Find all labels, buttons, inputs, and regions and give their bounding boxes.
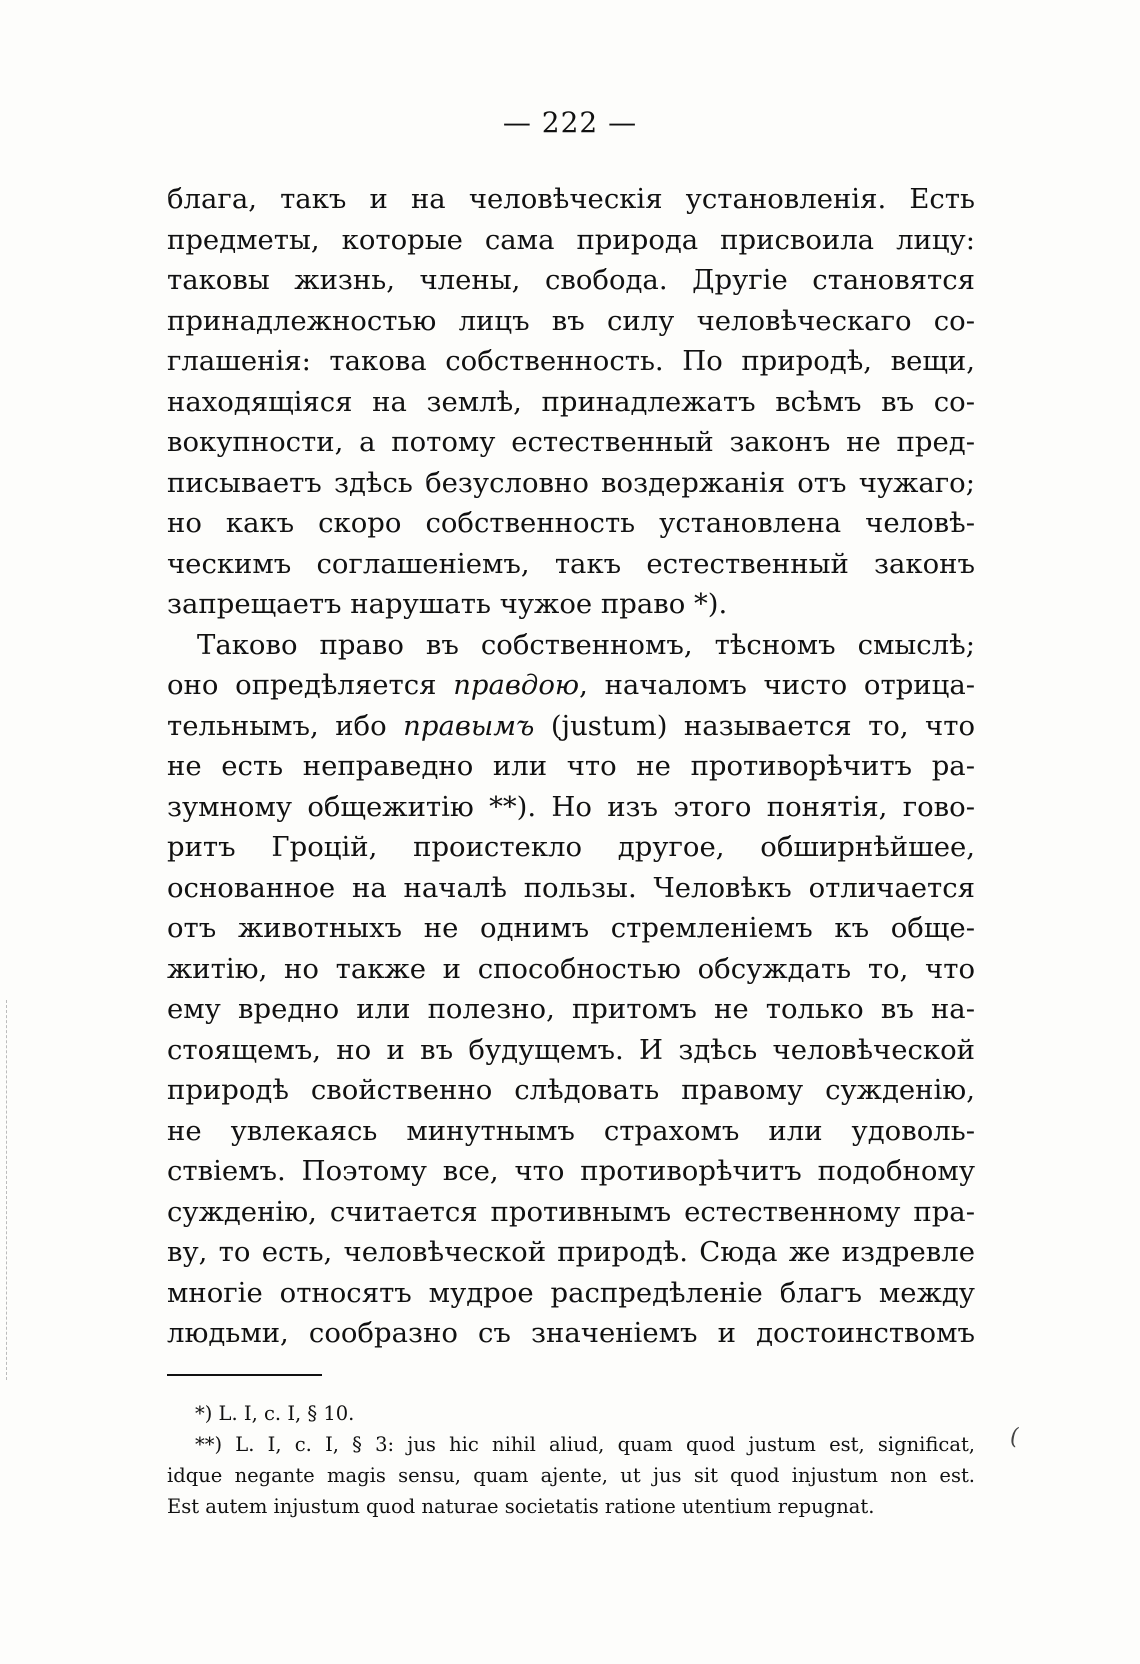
text-line: ву, то есть, человѣческой природѣ. Сюда же издревле <box>167 1236 975 1268</box>
text-line <box>167 706 975 747</box>
text-line: вокупности, а потому естественный законъ не пред- <box>167 426 975 458</box>
text-line: зумному общежитію **). Но изъ этого понятія, гово- <box>167 790 975 823</box>
text-line: не есть неправедно или что не противорѣчитъ ра- <box>167 750 975 782</box>
text-line: ритъ Гроцій, проистекло другое, обширнѣйшее, <box>167 831 975 863</box>
text-line: житію, но также и способностью обсуждать то, что <box>167 952 975 985</box>
margin-mark: ( <box>1010 1425 1019 1450</box>
text-line: не увлекаясь минутнымъ страхомъ или удоволь- <box>167 1114 975 1147</box>
body-text <box>167 179 975 1354</box>
text-segment: тельнымъ, ибо <box>167 709 404 742</box>
text-line: основанное на началѣ пользы. Человѣкъ отличается <box>167 871 975 904</box>
footnote-1: *) L. I, c. I, § 10. <box>195 1402 355 1425</box>
italic-term: правдою <box>453 669 580 701</box>
footnote-divider <box>167 1374 322 1376</box>
text-line: Таково право въ собственномъ, тѣсномъ смыслѣ; <box>197 628 975 661</box>
text-line: ему вредно или полезно, притомъ не только въ на- <box>167 993 975 1025</box>
text-segment: оно опредѣляется <box>167 669 454 701</box>
text-line: писываетъ здѣсь безусловно воздержанія отъ чужаго; <box>167 466 975 499</box>
text-line: глашенія: такова собственность. По природѣ, вещи, <box>167 345 975 377</box>
text-line: запрещаетъ нарушать чужое право *). <box>167 588 728 620</box>
text-line: но какъ скоро собственность установлена человѣ- <box>167 507 975 539</box>
text-line: природѣ свойственно слѣдовать правому сужденію, <box>167 1074 975 1106</box>
text-line: стоящемъ, но и въ будущемъ. И здѣсь человѣческой <box>167 1033 975 1066</box>
text-segment: (justum) называется то, что <box>534 709 975 742</box>
text-segment: , началомъ чисто отрица- <box>579 669 976 701</box>
text-line: таковы жизнь, члены, свобода. Другіе становятся <box>167 264 975 296</box>
page-edge-marks <box>6 1000 9 1380</box>
text-line: ческимъ соглашеніемъ, такъ естественный законъ <box>167 547 975 580</box>
footnote-2-line: idque negante magis sensu, quam ajente, ut jus sit quod injustum non est. <box>167 1464 975 1487</box>
footnote-2-line: Est autem injustum quod naturae societatis ratione utentium repugnat. <box>167 1495 875 1518</box>
text-line: блага, такъ и на человѣческія установленія. Есть <box>167 183 975 215</box>
italic-term: правымъ <box>403 709 535 742</box>
text-line: многіе относятъ мудрое распредѣленіе благъ между <box>167 1276 975 1309</box>
text-line: принадлежностью лицъ въ силу человѣческаго со- <box>167 304 975 337</box>
text-line: отъ животныхъ не однимъ стремленіемъ къ обще- <box>167 912 975 944</box>
footnote-2-line: **) L. I, c. I, § 3: jus hic nihil aliud, quam quod justum est, significat, <box>195 1433 975 1456</box>
text-line: сужденію, считается противнымъ естественному пра- <box>167 1195 975 1228</box>
text-line <box>167 665 975 706</box>
page-number: — 222 — <box>502 106 638 139</box>
text-line: находящіяся на землѣ, принадлежатъ всѣмъ въ со- <box>167 385 975 418</box>
text-line: людьми, сообразно съ значеніемъ и достоинствомъ <box>167 1317 975 1349</box>
text-line: ствіемъ. Поэтому все, что противорѣчитъ подобному <box>167 1155 975 1187</box>
text-line: предметы, которые сама природа присвоила лицу: <box>167 223 975 256</box>
footnotes <box>167 1398 975 1522</box>
